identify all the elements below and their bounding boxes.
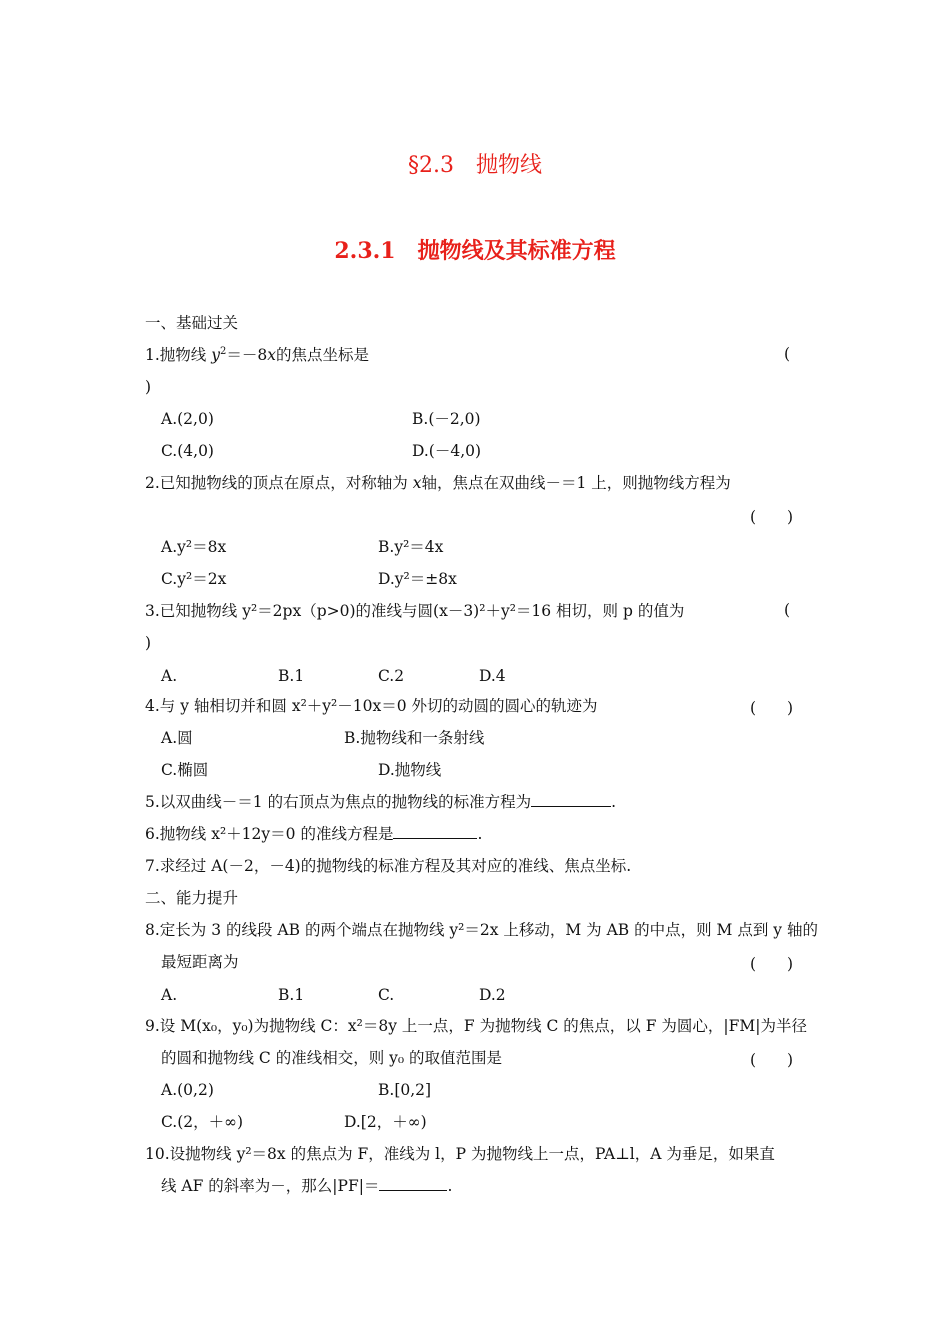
q1-post: 的焦点坐标是	[275, 346, 369, 364]
q6-answer-blank	[393, 824, 477, 839]
question-1	[145, 345, 369, 365]
q5-text: 5.以双曲线－＝1 的右顶点为焦点的抛物线的标准方程为	[145, 793, 532, 811]
q9-option-a: A.(0,2)	[161, 1081, 214, 1099]
question-6	[145, 824, 482, 844]
part1-heading: 一、基础过关	[145, 314, 239, 332]
q2-option-c: C.y²＝2x	[161, 570, 227, 588]
q9-option-b: B.[0,2]	[378, 1081, 432, 1099]
q5-answer-blank	[531, 792, 611, 807]
q6-text: 6.抛物线 x²＋12y＝0 的准线方程是	[145, 825, 394, 843]
q8-option-c: C.	[378, 986, 395, 1004]
q2-option-a: A.y²＝8x	[161, 538, 227, 556]
q2-answer-paren: ( )	[750, 508, 794, 526]
question-8-line-1: 8.定长为 3 的线段 AB 的两个端点在抛物线 y²＝2x 上移动，M 为 AB 的中点，则 M 点到 y 轴的	[145, 921, 818, 939]
q3-answer-paren-close: )	[145, 634, 152, 652]
section-title: §2.3 抛物线	[408, 153, 542, 178]
q9-answer-paren: ( )	[750, 1051, 794, 1069]
q1-mid: ＝－8	[226, 346, 268, 364]
question-9-line-2: 的圆和抛物线 C 的准线相交，则 y₀ 的取值范围是	[161, 1049, 503, 1067]
q1-pre: 1.抛物线	[145, 346, 212, 364]
q4-option-b: B.抛物线和一条射线	[344, 729, 485, 747]
q8-option-b: B.1	[278, 986, 305, 1004]
q1-answer-paren-open: (	[784, 345, 791, 363]
question-10-line-2	[161, 1176, 452, 1196]
q2-var-x: x	[412, 474, 422, 492]
q1-var-x: x	[267, 346, 276, 364]
question-8-line-2: 最短距离为	[161, 953, 239, 971]
q2-option-d: D.y²＝±8x	[378, 570, 457, 588]
q9-option-d: D.[2，＋∞)	[344, 1113, 427, 1131]
q10-line2-text: 线 AF 的斜率为－，那么|PF|＝	[161, 1177, 380, 1195]
q9-option-c: C.(2，＋∞)	[161, 1113, 244, 1131]
subsection-title: 2.3.1 抛物线及其标准方程	[334, 238, 616, 264]
q6-end: .	[477, 825, 483, 843]
q1-option-a: A.(2,0)	[161, 410, 214, 428]
q4-answer-paren: ( )	[750, 699, 794, 717]
q4-option-c: C.椭圆	[161, 761, 209, 779]
q1-option-b: B.(－2,0)	[412, 410, 481, 428]
question-10-line-1: 10.设抛物线 y²＝8x 的焦点为 F，准线为 l，P 为抛物线上一点，PA⊥l，A 为垂足，如果直	[145, 1145, 775, 1163]
question-2	[145, 473, 731, 493]
question-7: 7.求经过 A(－2，－4)的抛物线的标准方程及其对应的准线、焦点坐标.	[145, 857, 632, 875]
q3-option-a: A.	[161, 667, 178, 685]
q10-answer-blank	[379, 1176, 447, 1191]
q8-option-d: D.2	[479, 986, 506, 1004]
q1-exp: 2	[219, 345, 227, 357]
q4-option-a: A.圆	[161, 729, 193, 747]
q5-end: .	[611, 793, 617, 811]
q1-var-y: y	[211, 346, 220, 364]
question-9-line-1: 9.设 M(x₀，y₀)为抛物线 C：x²＝8y 上一点，F 为抛物线 C 的焦点，以 F 为圆心，|FM|为半径	[145, 1017, 807, 1035]
q2-option-b: B.y²＝4x	[378, 538, 444, 556]
question-4: 4.与 y 轴相切并和圆 x²＋y²－10x＝0 外切的动圆的圆心的轨迹为	[145, 697, 598, 715]
q1-option-c: C.(4,0)	[161, 442, 214, 460]
q10-end: .	[447, 1177, 453, 1195]
q1-option-d: D.(－4,0)	[412, 442, 482, 460]
q3-option-b: B.1	[278, 667, 305, 685]
q4-option-d: D.抛物线	[378, 761, 442, 779]
q3-answer-paren-open: (	[784, 601, 791, 619]
q8-option-a: A.	[161, 986, 178, 1004]
question-3: 3.已知抛物线 y²＝2px（p>0)的准线与圆(x－3)²＋y²＝16 相切，则 p 的值为	[145, 602, 685, 620]
q2-pre: 2.已知抛物线的顶点在原点，对称轴为	[145, 474, 413, 492]
q1-answer-paren-close: )	[145, 378, 152, 396]
q8-answer-paren: ( )	[750, 955, 794, 973]
question-5	[145, 792, 616, 812]
q3-option-d: D.4	[479, 667, 506, 685]
q3-option-c: C.2	[378, 667, 405, 685]
q2-post: 轴，焦点在双曲线－＝1 上，则抛物线方程为	[421, 474, 731, 492]
part2-heading: 二、能力提升	[145, 889, 239, 907]
